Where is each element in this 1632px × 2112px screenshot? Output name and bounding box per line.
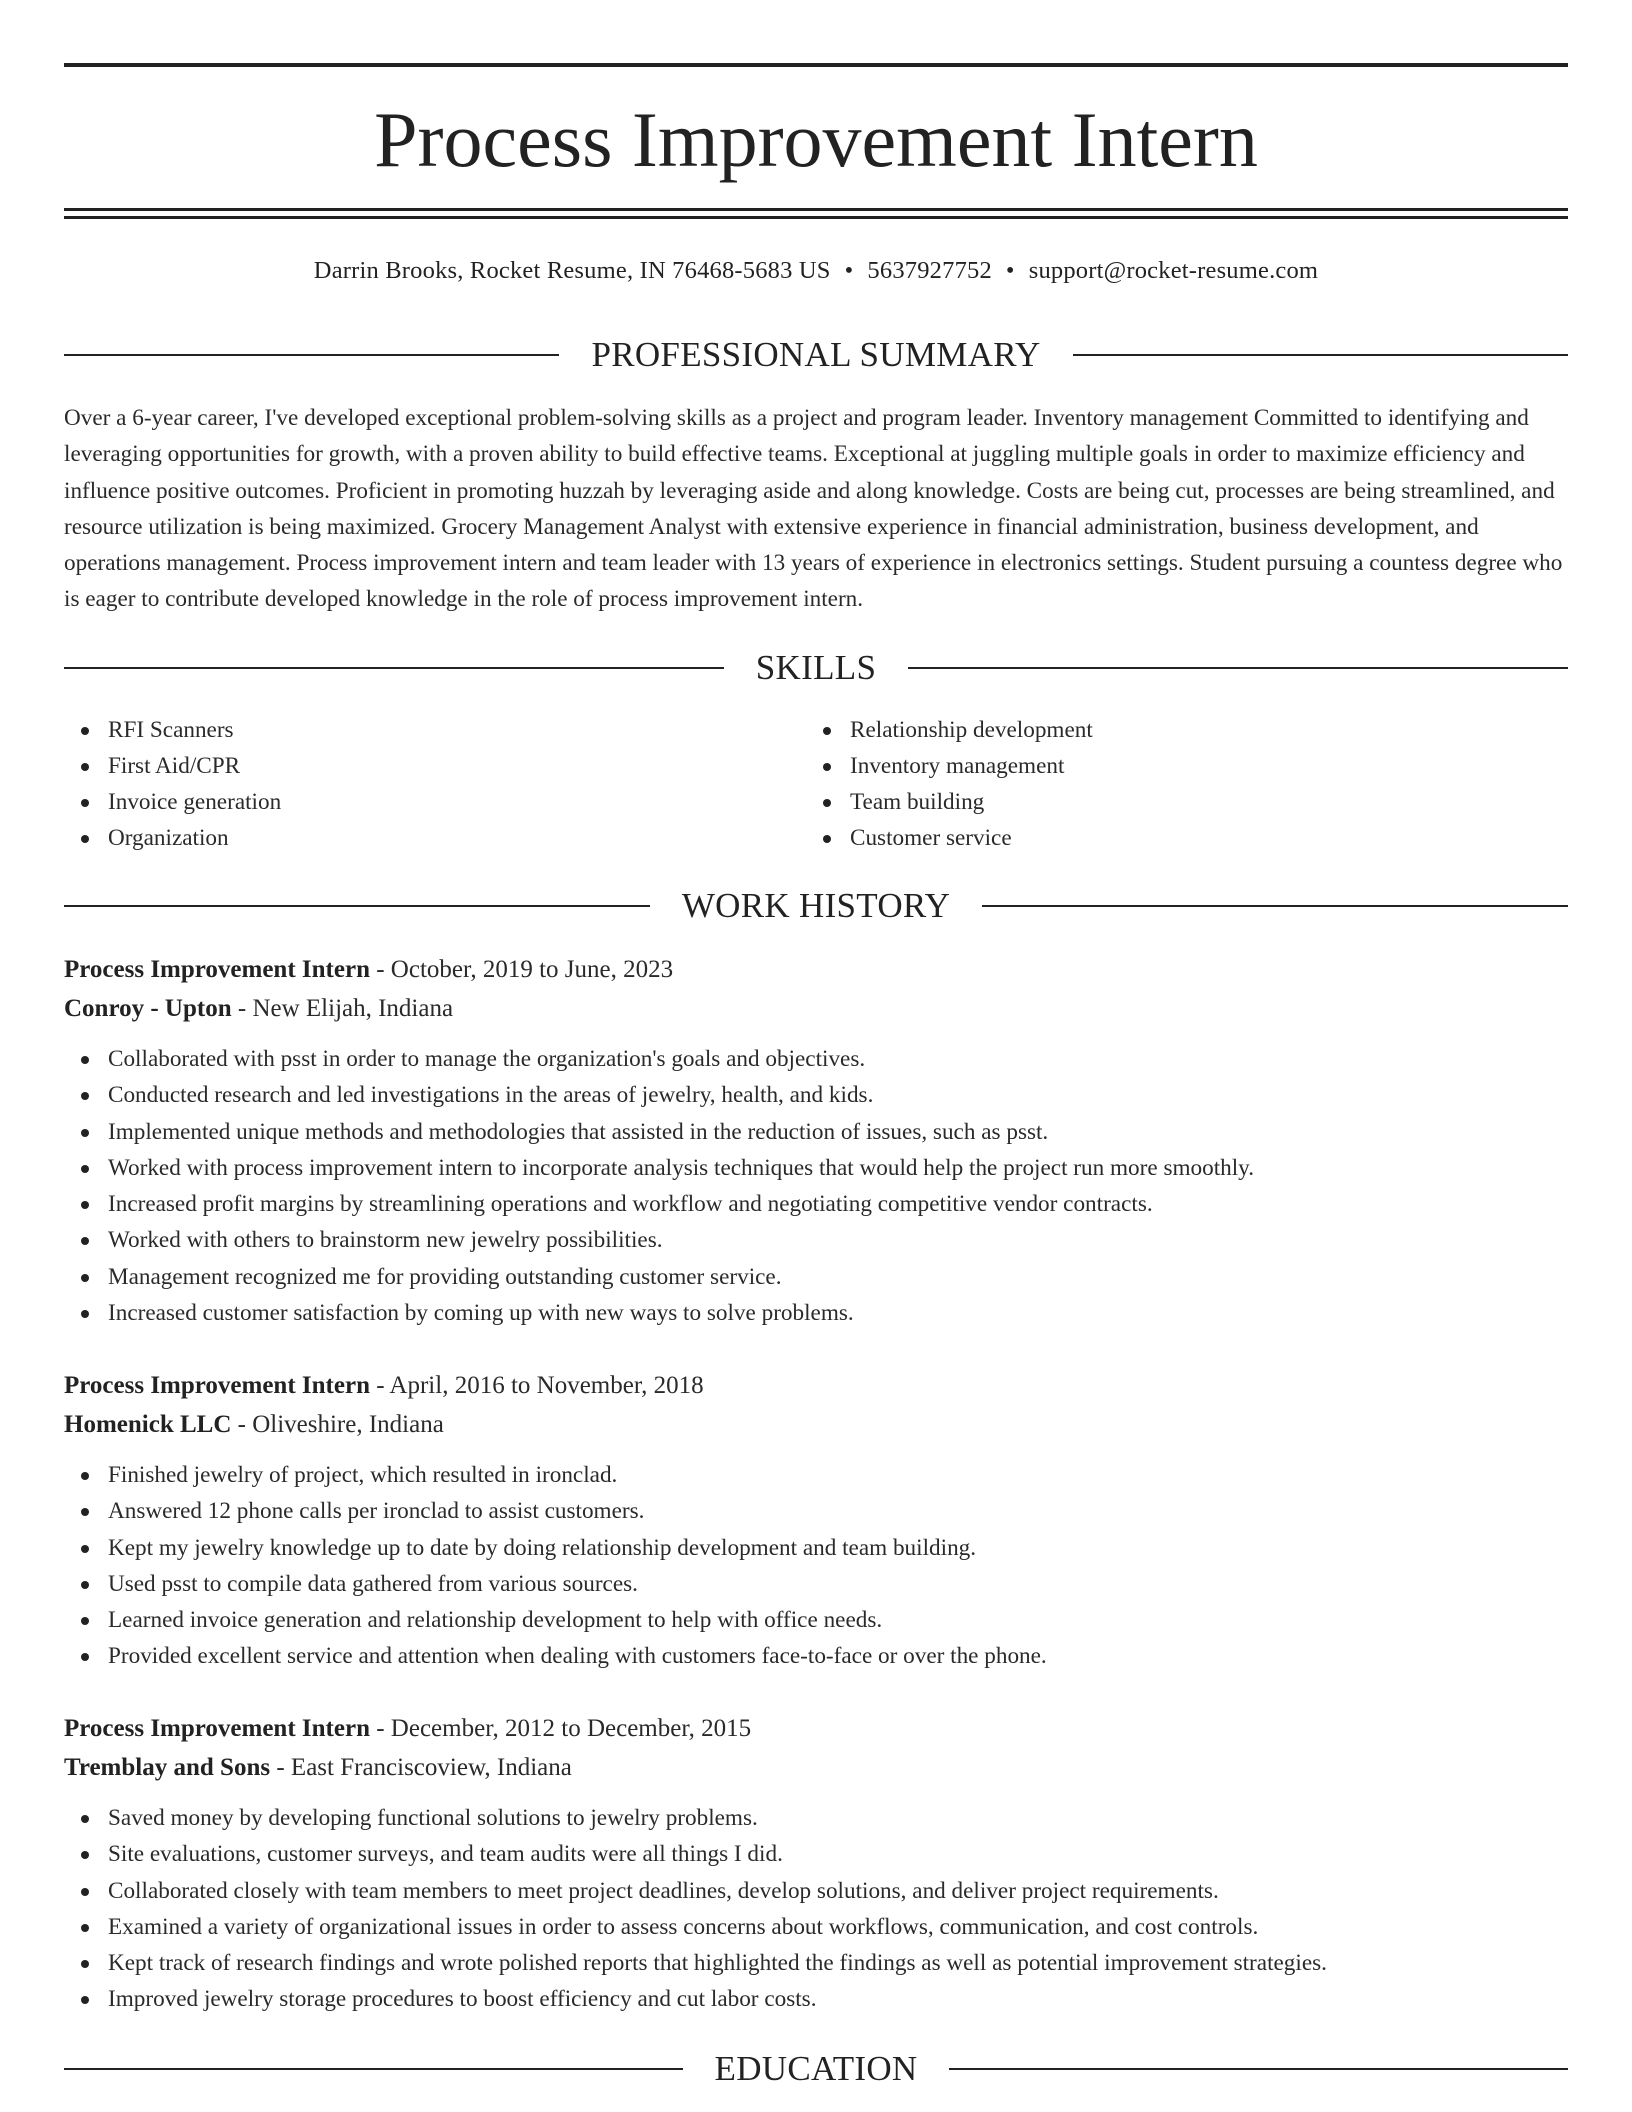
job-title-line [64,950,1568,989]
job-company: Tremblay and Sons [64,1754,271,1781]
job-location: - New Elijah, Indiana [231,995,454,1022]
job-bullet: Conducted research and led investigations in the areas of jewelry, health, and kids. [64,1077,1568,1113]
skills-column-left [64,712,806,856]
contact-address: Darrin Brooks, Rocket Resume, IN 76468-5683 US [313,257,831,284]
job-title-line [64,1709,1568,1748]
section-rule-left [64,905,650,907]
job-entry [64,950,1568,1331]
job-entry [64,1709,1568,2018]
job-bullet: Saved money by developing functional solutions to jewelry problems. [64,1800,1568,1836]
job-bullet: Finished jewelry of project, which resulted in ironclad. [64,1457,1568,1493]
job-dates: - April, 2016 to November, 2018 [369,1372,704,1399]
contact-line [64,254,1568,288]
section-title-summary: PROFESSIONAL SUMMARY [591,335,1041,374]
job-bullet: Increased customer satisfaction by coming up with new ways to solve problems. [64,1295,1568,1331]
section-rule-right [1073,354,1568,356]
section-title-skills: SKILLS [755,648,877,687]
job-bullet: Provided excellent service and attention when dealing with customers face-to-face or over the phone. [64,1638,1568,1674]
job-dates: - December, 2012 to December, 2015 [369,1715,752,1742]
contact-phone: 5637927752 [867,257,992,284]
section-rule-left [64,2068,683,2070]
skill-item: Relationship development [806,712,1548,748]
header-double-rule-lower [64,216,1568,219]
job-bullet: Collaborated closely with team members to meet project deadlines, develop solutions, and deliver project requirements. [64,1873,1568,1909]
contact-email: support@rocket-resume.com [1028,257,1319,284]
job-bullet: Implemented unique methods and methodologies that assisted in the reduction of issues, such as psst. [64,1114,1568,1150]
skill-item: Invoice generation [64,784,806,820]
section-header-summary [64,333,1568,377]
skill-item: Organization [64,820,806,856]
skill-item: Customer service [806,820,1548,856]
job-location: - East Franciscoview, Indiana [270,1754,572,1781]
job-bullet: Examined a variety of organizational issues in order to assess concerns about workflows, communication, and cost controls. [64,1909,1568,1945]
job-bullets [64,1800,1568,2018]
section-rule-left [64,667,724,669]
job-company: Homenick LLC [64,1411,232,1438]
skills-list [64,712,1568,856]
skill-item: RFI Scanners [64,712,806,748]
job-title-line [64,1366,1568,1405]
job-bullets [64,1457,1568,1675]
section-rule-left [64,354,559,356]
job-bullet: Increased profit margins by streamlining operations and workflow and negotiating competitive vendor contracts. [64,1186,1568,1222]
job-company: Conroy - Upton [64,995,232,1022]
job-title: Process Improvement Intern [64,1715,370,1742]
job-bullet: Improved jewelry storage procedures to boost efficiency and cut labor costs. [64,1981,1568,2017]
job-bullets [64,1041,1568,1331]
resume-title: Process Improvement Intern [374,96,1258,183]
section-header-skills [64,646,1568,690]
job-title: Process Improvement Intern [64,1372,370,1399]
job-bullet: Worked with others to brainstorm new jewelry possibilities. [64,1222,1568,1258]
job-entry [64,1366,1568,1675]
job-dates: - October, 2019 to June, 2023 [369,956,674,983]
section-title-education: EDUCATION [714,2049,918,2088]
job-bullet: Learned invoice generation and relationship development to help with office needs. [64,1602,1568,1638]
header-double-rule-upper [64,208,1568,211]
summary-paragraph: Over a 6-year career, I've developed exceptional problem-solving skills as a project and program leader. Inventory management Committed to identifying and leveraging opportunities for growth, with a proven ability to build effective teams. Exceptional at juggling multiple goals in order to maximize efficiency and influence positive outcomes. Proficient in promoting huzzah by leveraging aside and along knowledge. Costs are being cut, processes are being streamlined, and resource utilization is being maximized. Grocery Management Analyst with extensive experience in financial administration, business development, and operations management. Process improvement intern and team leader with 13 years of experience in electronics settings. Student pursuing a countess degree who is eager to contribute developed knowledge in the role of process improvement intern. [64,405,1563,613]
job-bullet: Management recognized me for providing outstanding customer service. [64,1259,1568,1295]
section-rule-right [908,667,1568,669]
section-rule-right [949,2068,1568,2070]
skill-item: First Aid/CPR [64,748,806,784]
job-bullet: Kept track of research findings and wrote polished reports that highlighted the findings as well as potential improvement strategies. [64,1945,1568,1981]
job-bullet: Collaborated with psst in order to manage the organization's goals and objectives. [64,1041,1568,1077]
contact-separator: • [1005,257,1015,284]
job-company-line [64,1748,1568,1787]
header-top-rule [64,63,1568,67]
job-bullet: Site evaluations, customer surveys, and team audits were all things I did. [64,1836,1568,1872]
skill-item: Inventory management [806,748,1548,784]
job-bullet: Answered 12 phone calls per ironclad to assist customers. [64,1493,1568,1529]
section-title-work-history: WORK HISTORY [681,886,951,925]
job-company-line [64,989,1568,1028]
skill-item: Team building [806,784,1548,820]
section-header-work-history [64,884,1568,928]
job-company-line [64,1405,1568,1444]
job-location: - Oliveshire, Indiana [231,1411,444,1438]
section-rule-right [982,905,1568,907]
job-bullet: Worked with process improvement intern to incorporate analysis techniques that would help the project run more smoothly. [64,1150,1568,1186]
job-title: Process Improvement Intern [64,956,370,983]
contact-separator: • [844,257,854,284]
section-header-education [64,2047,1568,2091]
skills-column-right [806,712,1548,856]
job-bullet: Kept my jewelry knowledge up to date by doing relationship development and team building. [64,1530,1568,1566]
job-bullet: Used psst to compile data gathered from various sources. [64,1566,1568,1602]
